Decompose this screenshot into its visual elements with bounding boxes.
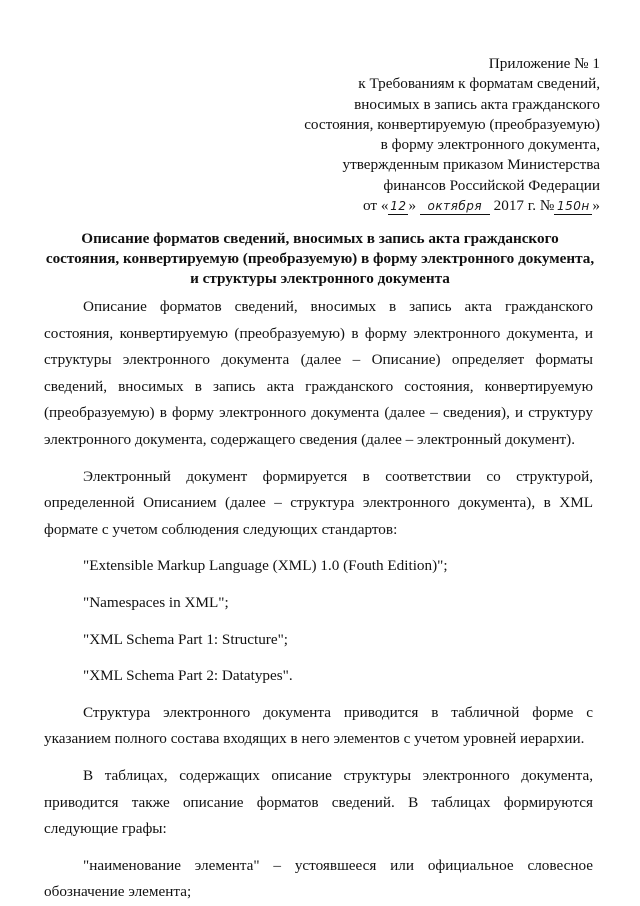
title-line: состояния, конвертируемую (преобразуемую) в форму электронного документа, [45, 250, 595, 267]
appendix-title: Приложение № 1 [488, 55, 600, 72]
text-line: В таблицах, содержащих описание структуры электронного документа, [83, 766, 593, 784]
standard-item: "XML Schema Part 1: Structure"; [83, 630, 289, 648]
text-line: "наименование элемента" – устоявшееся или официальное словесное [83, 856, 593, 874]
appendix-line: финансов Российской Федерации [383, 176, 600, 194]
text-line: Электронный документ формируется в соответствии со структурой, [83, 467, 593, 485]
standard-item: "Extensible Markup Language (XML) 1.0 (Fouth Edition)"; [83, 557, 448, 575]
text-line: структуры электронного документа (далее – Описание) определяет форматы [44, 351, 593, 369]
appendix-header [304, 54, 600, 216]
text-line: формате с учетом соблюдения следующих стандартов: [44, 520, 398, 538]
paragraph-structure [44, 700, 593, 753]
order-date-line [304, 196, 600, 216]
order-number: 150н [554, 199, 592, 215]
text-line: сведений, вносимых в запись акта гражданского состояния, конвертируемую [44, 377, 593, 395]
document-title [40, 229, 600, 289]
title-line: Описание форматов сведений, вносимых в запись акта гражданского [81, 230, 559, 247]
appendix-line: состояния, конвертируемую (преобразуемую) [304, 115, 600, 133]
appendix-line: вносимых в запись акта гражданского [354, 95, 600, 113]
date-day-close: » [408, 197, 417, 215]
text-line: электронного документа, содержащего сведения (далее – электронный документ). [44, 430, 575, 448]
text-line: состояния, конвертируемую (преобразуемую) в форму электронного документа, и [44, 324, 593, 342]
appendix-line: к Требованиям к форматам сведений, [358, 75, 600, 93]
text-line: приводится также описание форматов сведений. В таблицах формируются [44, 793, 593, 811]
paragraph-formation [44, 464, 593, 544]
date-prefix: от « [363, 197, 389, 215]
order-month: октября [420, 199, 490, 215]
order-day: 12 [390, 199, 407, 214]
text-line: Описание форматов сведений, вносимых в запись акта гражданского [83, 298, 593, 315]
standard-item: "XML Schema Part 2: Datatypes". [83, 667, 293, 685]
appendix-line: в форму электронного документа, [380, 136, 600, 154]
text-line: Структура электронного документа приводится в табличной форме с [83, 703, 593, 721]
order-year: 2017 г. № [493, 197, 555, 215]
standard-item: "Namespaces in XML"; [83, 593, 229, 611]
number-close: » [592, 197, 600, 215]
standards-list [44, 553, 593, 689]
text-line: следующие графы: [44, 820, 167, 838]
paragraph-description [44, 294, 593, 454]
appendix-line: утвержденным приказом Министерства [342, 156, 600, 174]
text-line: (преобразуемую) в форму электронного документа (далее – сведения), и структуру [44, 404, 593, 422]
paragraph-element-name [44, 853, 593, 906]
text-line: определенной Описанием (далее – структура электронного документа), в XML [44, 494, 593, 512]
title-line: и структуры электронного документа [190, 270, 450, 287]
paragraph-tables [44, 763, 593, 843]
document-body [44, 294, 593, 906]
text-line: обозначение элемента; [44, 883, 192, 901]
text-line: указанием полного состава входящих в него элементов с учетом уровней иерархии. [44, 730, 585, 748]
